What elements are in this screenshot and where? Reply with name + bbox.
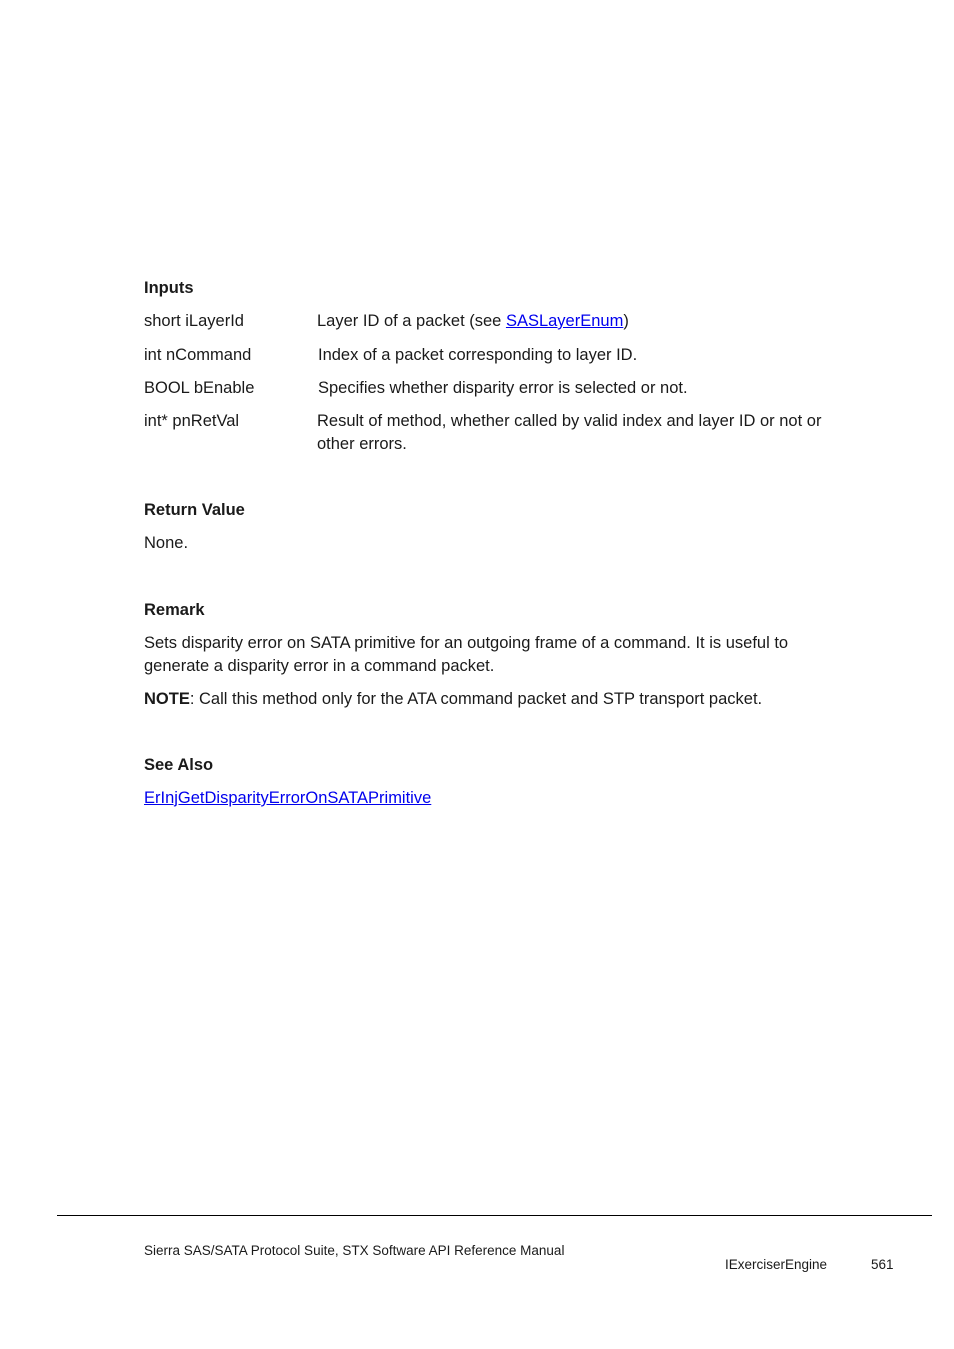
remark-heading: Remark (144, 601, 205, 619)
remark-note (144, 690, 762, 709)
return-value-heading: Return Value (144, 501, 245, 519)
param-name-pnretval: int* pnRetVal (144, 412, 240, 430)
param-desc-ilayerid (317, 312, 629, 331)
footer-manual-title: Sierra SAS/SATA Protocol Suite, STX Software API Reference Manual (144, 1243, 565, 1258)
footer-divider (57, 1215, 932, 1216)
remark-line1: Sets disparity error on SATA primitive for an outgoing frame of a command. It is useful to (144, 634, 789, 652)
see-also-heading: See Also (144, 756, 214, 774)
footer-section: IExerciserEngine (725, 1257, 828, 1272)
param-desc-ncommand: Index of a packet corresponding to layer ID. (318, 346, 638, 364)
note-label: NOTE (144, 690, 190, 708)
param-desc-pnretval-line1: Result of method, whether called by valid index and layer ID or not or (317, 412, 822, 430)
see-also-link[interactable]: ErInjGetDisparityErrorOnSATAPrimitive (144, 789, 432, 807)
saslayerenum-link[interactable]: SASLayerEnum (505, 312, 624, 330)
param-desc-prefix: Layer ID of a packet (see (317, 312, 506, 330)
param-name-ncommand: int nCommand (144, 346, 252, 364)
param-name-benable: BOOL bEnable (144, 379, 255, 397)
param-desc-pnretval-line2: other errors. (317, 435, 407, 453)
param-name-ilayerid: short iLayerId (144, 312, 244, 330)
remark-line2: generate a disparity error in a command packet. (144, 657, 495, 675)
inputs-heading: Inputs (144, 279, 194, 297)
footer-page-number: 561 (871, 1257, 894, 1272)
return-value-text: None. (144, 534, 189, 552)
param-desc-benable: Specifies whether disparity error is selected or not. (318, 379, 688, 397)
param-desc-suffix: ) (623, 312, 629, 330)
note-text: : Call this method only for the ATA command packet and STP transport packet. (189, 690, 763, 708)
